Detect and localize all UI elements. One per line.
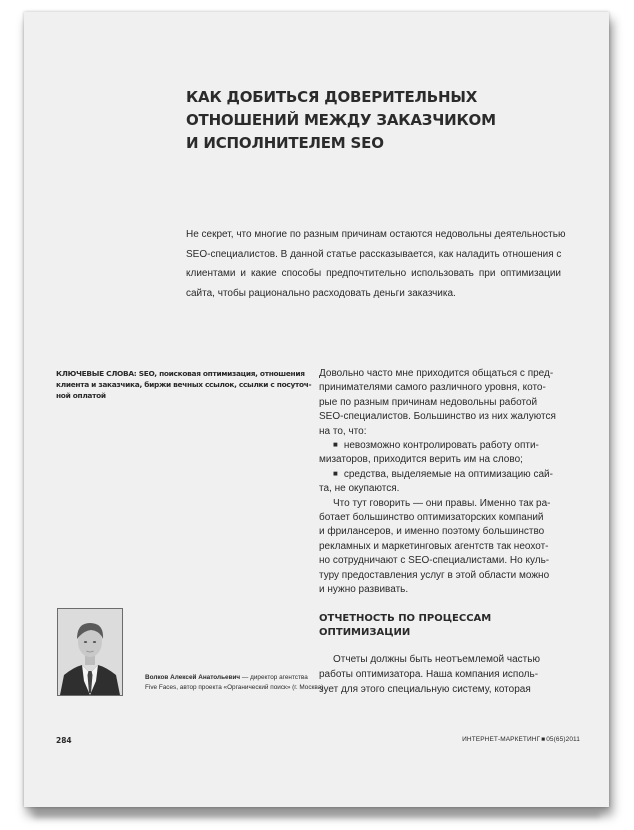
body-line: но сотрудничают с SEO-специалистами. Но куль- [319, 555, 550, 567]
lead-line: клиентами и какие способы предпочтительно использовать при оптимизации [186, 268, 561, 279]
article-title [186, 86, 546, 155]
running-footer [462, 736, 580, 743]
magazine-name: ИНТЕРНЕТ-МАРКЕТИНГ [462, 736, 541, 743]
article-body [319, 367, 564, 598]
author-photo [57, 608, 123, 696]
body-line: и фрилансеров, и именно поэтому большинство [319, 526, 545, 538]
body-line: принимателями самого различного уровня, кото- [319, 382, 546, 394]
title-line: ОТНОШЕНИЙ МЕЖДУ ЗАКАЗЧИКОМ [186, 111, 496, 129]
body-line: рекламных и маркетинговых агентств так неохот- [319, 540, 549, 552]
section-body-line: Отчеты должны быть неотъемлемой частью [333, 654, 540, 665]
body-line: Что тут говорить — они правы. Именно так ра- [333, 497, 551, 509]
section-body [319, 652, 564, 697]
article-lead [186, 225, 566, 303]
body-line: на то, что: [319, 425, 367, 437]
keywords-block [56, 368, 312, 401]
section-body-line: зует для этого специальную систему, которая [319, 684, 531, 695]
footer-separator: ■ [541, 736, 546, 743]
keywords-line: клиента и заказчика, биржи вечных ссылок, ссылки с посуточ- [56, 380, 312, 389]
body-line: туру предоставления услуг в этой области можно [319, 569, 550, 581]
author-portrait-icon [58, 609, 122, 695]
section-heading-line: ОТЧЕТНОСТЬ ПО ПРОЦЕССАМ [319, 613, 492, 624]
body-line: и нужно развивать. [319, 584, 409, 596]
body-line: SEO-специалистов. Большинство из них жалуются [319, 411, 556, 423]
author-name: Волков Алексей Анатольевич [145, 674, 241, 681]
body-line: ботает большинство оптимизаторских компаний [319, 512, 544, 524]
issue-number: 05(65)2011 [546, 736, 580, 743]
lead-line: SEO-специалистов. В данной статье рассказывается, как наладить отношения с [186, 248, 562, 260]
title-line: КАК ДОБИТЬСЯ ДОВЕРИТЕЛЬНЫХ [186, 88, 478, 106]
author-caption [145, 673, 324, 693]
author-affiliation: Five Faces, автор проекта «Органический поиск» (г. Москва) [145, 684, 324, 691]
body-line: та, не окупаются. [319, 483, 400, 495]
title-line: И ИСПОЛНИТЕЛЕМ SEO [186, 134, 384, 152]
lead-line: сайта, чтобы рационально расходовать деньги заказчика. [186, 287, 456, 299]
section-heading [319, 612, 564, 640]
body-line: мизаторов, приходится верить им на слово; [319, 454, 523, 466]
body-line: Довольно часто мне приходится общаться с пред- [319, 368, 554, 379]
keywords-line: КЛЮЧЕВЫЕ СЛОВА: SEO, поисковая оптимизация, отношения [56, 369, 305, 378]
section-body-line: работы оптимизатора. Наша компания исполь- [319, 669, 539, 680]
lead-line: Не секрет, что многие по разным причинам остаются недовольны деятельностью [186, 229, 566, 240]
page-number: 284 [56, 736, 72, 745]
keywords-line: ной оплатой [56, 391, 106, 400]
bullet-item: ■ невозможно контролировать работу опти- [319, 439, 564, 453]
section-heading-line: ОПТИМИЗАЦИИ [319, 627, 411, 638]
page-shadow [34, 812, 600, 818]
author-caption-line [145, 673, 308, 683]
bullet-item: ■ средства, выделяемые на оптимизацию сай- [319, 468, 564, 482]
body-line: рые по разным причинам недовольны работой [319, 396, 538, 408]
author-role: — директор агентства [240, 674, 308, 681]
